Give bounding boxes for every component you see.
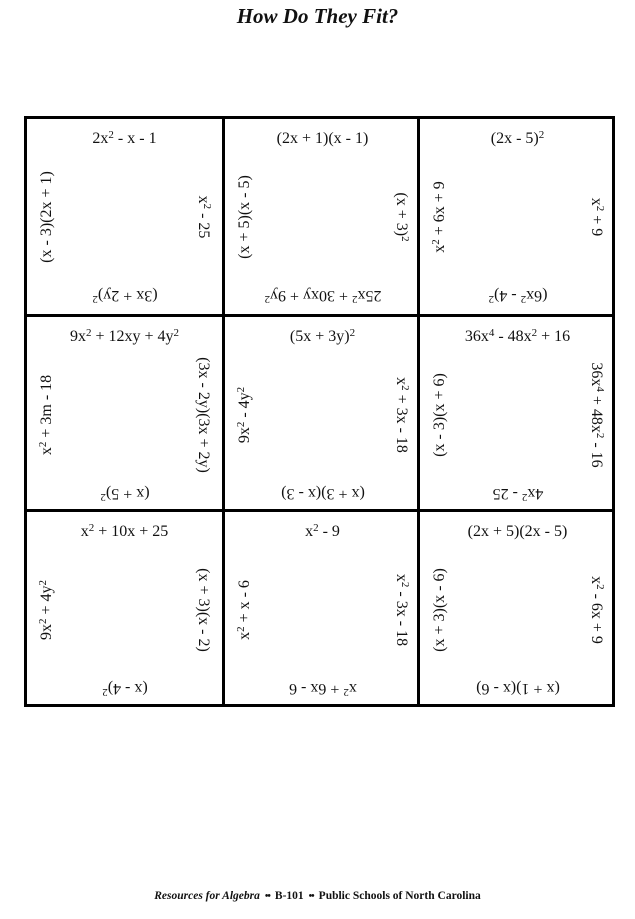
exponent: 2 — [349, 326, 356, 339]
expression-text: - 25 — [194, 208, 212, 238]
expression-text: x — [392, 376, 410, 385]
expression-text: - x - 1 — [113, 129, 157, 147]
expression-bottom — [492, 485, 543, 501]
exponent: 2 — [342, 685, 349, 698]
expression-text: 9x — [37, 623, 55, 640]
expression-text: x — [305, 522, 314, 540]
expression-text: - 9 — [318, 522, 340, 540]
expression-top — [490, 128, 545, 147]
expression-text: (2x + 1)(x - 1) — [276, 129, 369, 147]
exponent: 2 — [91, 292, 98, 305]
expression-top — [277, 131, 369, 147]
expression-text: 9x — [235, 426, 253, 443]
exponent: 4 — [488, 326, 495, 339]
exponent: 2 — [88, 521, 95, 534]
exponent: 2 — [99, 490, 106, 503]
expression-text: + 4y — [37, 584, 55, 619]
expression-text: 36x — [464, 327, 489, 345]
expression-text: - 4) — [493, 286, 521, 304]
expression-text: (x + 3)(x - 2) — [194, 567, 212, 652]
expression-text: x — [194, 195, 212, 204]
exponent: 2 — [36, 579, 49, 585]
expression-bottom — [100, 485, 149, 501]
expression-text: 9x — [69, 327, 86, 345]
expression-top — [80, 521, 169, 540]
exponent: 2 — [234, 421, 247, 427]
expression-text: x — [430, 244, 448, 253]
expression-text: - 48x — [494, 327, 532, 345]
footer-separator: •• — [264, 891, 270, 902]
expression-text: + x - 6 — [235, 579, 253, 626]
expression-text: (x + 3)(x - 3) — [280, 484, 365, 502]
exponent: 2 — [398, 384, 411, 391]
expression-left — [234, 579, 253, 640]
puzzle-square — [225, 119, 420, 314]
footer-code: B-101 — [274, 890, 304, 902]
exponent: 2 — [36, 618, 49, 624]
exponent: 2 — [520, 292, 526, 305]
expression-right — [588, 197, 604, 236]
expression-text: (x + 1)(x - 6) — [475, 679, 560, 697]
expression-text: (3x + 2y) — [97, 286, 158, 304]
expression-left — [237, 175, 253, 259]
expression-text: - 4y — [235, 391, 253, 422]
expression-left — [432, 568, 448, 652]
expression-text: + 16 — [537, 327, 571, 345]
expression-text: 2x — [92, 129, 109, 147]
expression-text: 25x — [357, 286, 382, 304]
exponent: 2 — [593, 205, 606, 211]
expression-text: (x + 5) — [105, 484, 150, 502]
expression-text: (x - 4) — [107, 679, 148, 697]
expression-top — [305, 521, 340, 540]
expression-right — [195, 568, 211, 652]
expression-left — [234, 386, 253, 443]
expression-text: (2x - 5) — [490, 129, 539, 147]
puzzle-square — [420, 512, 615, 707]
exponent: 2 — [531, 326, 538, 339]
puzzle-square — [225, 512, 420, 707]
expression-text: x — [587, 197, 605, 206]
puzzle-square — [420, 119, 615, 314]
exponent: 2 — [85, 326, 92, 339]
expression-text: (x - 3)(x + 6) — [430, 372, 448, 457]
expression-text: - 3x - 18 — [392, 586, 410, 646]
puzzle-square — [420, 317, 615, 512]
expression-left — [36, 374, 55, 455]
page-title: How Do They Fit? — [236, 4, 399, 28]
expression-bottom — [281, 485, 365, 501]
expression-top — [69, 326, 180, 345]
footer-publisher: Public Schools of North Carolina — [318, 890, 481, 902]
expression-bottom — [102, 680, 147, 696]
expression-right — [393, 192, 409, 241]
expression-text: + 48x — [587, 391, 605, 433]
expression-right — [393, 573, 409, 645]
expression-left — [36, 579, 55, 640]
exponent: 2 — [521, 490, 527, 503]
expression-text: (x + 3)(x - 6) — [430, 567, 448, 652]
expression-text: - 25 — [492, 484, 522, 502]
footer-separator: •• — [308, 891, 314, 902]
expression-text: + 12xy + 4y — [91, 327, 174, 345]
exponent: 2 — [351, 292, 358, 305]
exponent: 2 — [234, 386, 247, 392]
exponent: 2 — [234, 625, 247, 632]
exponent: 2 — [101, 685, 108, 698]
exponent: 2 — [263, 292, 270, 305]
exponent: 2 — [593, 432, 606, 438]
exponent: 2 — [36, 441, 49, 447]
expression-text: - 16 — [587, 437, 605, 468]
expression-text: (x + 5)(x - 5) — [235, 174, 253, 259]
expression-left — [39, 171, 55, 263]
expression-text: 36x — [587, 361, 605, 386]
expression-text: (6x — [525, 286, 547, 304]
exponent: 2 — [488, 292, 494, 305]
expression-text: + 10x + 25 — [94, 522, 169, 540]
puzzle-square — [27, 119, 222, 314]
exponent: 2 — [538, 128, 545, 141]
exponent: 2 — [173, 326, 180, 339]
expression-text: x — [392, 573, 410, 582]
expression-right — [393, 377, 409, 453]
exponent: 4 — [593, 385, 606, 392]
expression-top — [92, 128, 157, 147]
expression-text: + 30xy + 9y — [269, 286, 352, 304]
expression-text: x — [235, 631, 253, 640]
expression-text: + 3x - 18 — [392, 390, 410, 453]
puzzle-square — [27, 512, 222, 707]
expression-right — [588, 576, 604, 644]
expression-right — [195, 195, 211, 238]
expression-text: (x - 3)(2x + 1) — [37, 170, 55, 263]
footer-resources: Resources for Algebra — [154, 890, 260, 902]
expression-text: + 6x + 9 — [430, 180, 448, 239]
expression-text: (3x - 2y)(3x + 2y) — [194, 356, 212, 473]
exponent: 2 — [398, 235, 411, 242]
expression-text: + 3m - 18 — [37, 374, 55, 442]
exponent: 2 — [313, 521, 319, 534]
expression-text: - 6x + 9 — [587, 589, 605, 644]
exponent: 2 — [429, 238, 442, 245]
expression-text: x — [348, 679, 357, 697]
exponent: 2 — [200, 203, 213, 209]
expression-top — [464, 326, 571, 345]
expression-top — [468, 524, 568, 540]
expression-text: 4x — [526, 484, 543, 502]
footer — [0, 890, 635, 902]
expression-bottom — [92, 287, 157, 303]
puzzle-square — [225, 317, 420, 512]
expression-text: (2x + 5)(2x - 5) — [467, 522, 568, 540]
expression-bottom — [476, 680, 560, 696]
puzzle-square — [27, 317, 222, 512]
expression-right — [195, 357, 211, 473]
puzzle-grid — [24, 116, 615, 707]
expression-bottom — [488, 287, 547, 303]
expression-text: (5x + 3y) — [289, 327, 350, 345]
exponent: 2 — [593, 583, 606, 590]
expression-right — [588, 362, 604, 467]
expression-text: x — [587, 575, 605, 584]
expression-left — [432, 373, 448, 457]
expression-left — [429, 180, 448, 253]
expression-text: x — [80, 522, 89, 540]
exponent: 2 — [108, 128, 114, 141]
expression-text: + 6x - 6 — [288, 679, 343, 697]
expression-text: (x + 3) — [392, 191, 410, 236]
expression-bottom — [264, 287, 381, 303]
expression-text: + 9 — [587, 210, 605, 236]
expression-text: x — [37, 446, 55, 455]
expression-top — [289, 326, 356, 345]
exponent: 2 — [398, 581, 411, 587]
expression-bottom — [289, 680, 357, 696]
